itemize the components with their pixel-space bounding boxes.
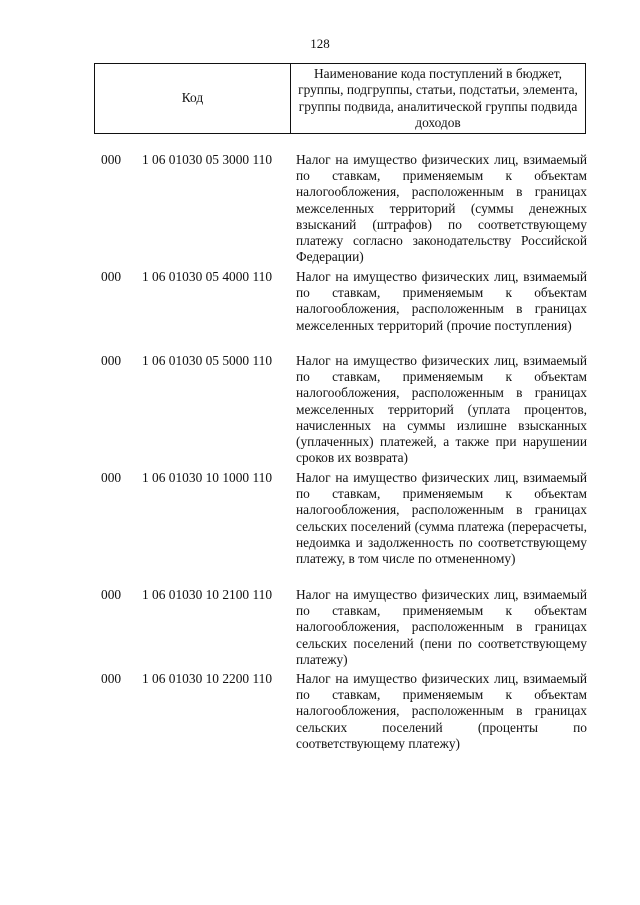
- admin-code: 000: [101, 152, 122, 167]
- table-row: [0, 671, 640, 755]
- table-row: [0, 269, 640, 353]
- admin-code: 000: [101, 671, 122, 686]
- admin-code: 000: [101, 353, 122, 368]
- page-number: 128: [310, 36, 330, 51]
- income-description: Налог на имущество физических лиц, взимаемый по ставкам, применяемым к объектам налогообложения, расположенным в границах сельских поселений (сумма платежа (перерасчеты, недоимка и задолженность по соответствующему платежу, в том числе по отмененному): [296, 470, 587, 567]
- income-code: 1 06 01030 05 4000 110: [142, 269, 273, 284]
- table-row: [0, 470, 640, 587]
- income-description: Налог на имущество физических лиц, взимаемый по ставкам, применяемым к объектам налогообложения, расположенным в границах межселенных территорий (уплата процентов, начисленных на суммы излишне взысканных (уплаченных) платежей, а также при нарушении сроков их возврата): [296, 353, 587, 466]
- income-code: 1 06 01030 05 3000 110: [142, 152, 273, 167]
- admin-code: 000: [101, 269, 122, 284]
- table-header: [94, 63, 586, 134]
- table-row: [0, 587, 640, 671]
- income-code: 1 06 01030 10 2100 110: [142, 587, 273, 602]
- income-code: 1 06 01030 10 1000 110: [142, 470, 273, 485]
- income-description: Налог на имущество физических лиц, взимаемый по ставкам, применяемым к объектам налогообложения, расположенным в границах сельских поселений (пени по соответствующему платежу): [296, 587, 587, 667]
- income-description: Налог на имущество физических лиц, взимаемый по ставкам, применяемым к объектам налогообложения, расположенным в границах межселенных территорий (суммы денежных взысканий (штрафов) по соответствующему платежу согласно законодательству Российской Федерации): [296, 152, 587, 265]
- income-code: 1 06 01030 05 5000 110: [142, 353, 273, 368]
- table-row: [0, 353, 640, 470]
- admin-code: 000: [101, 587, 122, 602]
- income-description: Налог на имущество физических лиц, взимаемый по ставкам, применяемым к объектам налогообложения, расположенным в границах межселенных территорий (прочие поступления): [296, 269, 587, 333]
- income-code: 1 06 01030 10 2200 110: [142, 671, 273, 686]
- admin-code: 000: [101, 470, 122, 485]
- header-name-label: Наименование кода поступлений в бюджет, группы, подгруппы, статьи, подстатьи, элемента, группы подвида, аналитической группы подвида доходов: [298, 66, 578, 130]
- income-codes-list: [0, 152, 640, 755]
- table-row: [0, 152, 640, 269]
- header-code-label: Код: [95, 64, 291, 133]
- income-description: Налог на имущество физических лиц, взимаемый по ставкам, применяемым к объектам налогообложения, расположенным в границах сельских поселений (проценты по соответствующему платежу): [296, 671, 587, 751]
